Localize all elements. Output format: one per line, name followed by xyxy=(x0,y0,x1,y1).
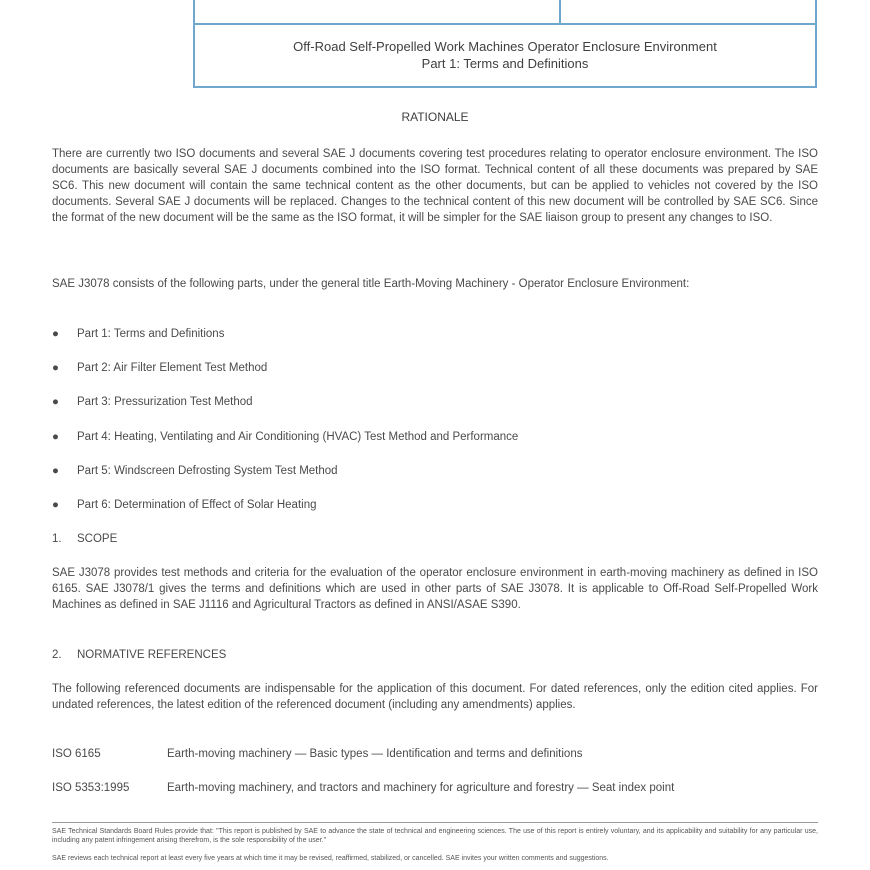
section-title: NORMATIVE REFERENCES xyxy=(77,649,227,661)
bullet-icon: ● xyxy=(52,362,59,374)
rationale-heading: RATIONALE xyxy=(401,110,469,124)
document-title-line1: Off-Road Self-Propelled Work Machines Operator Enclosure Environment xyxy=(293,39,717,54)
document-title-line2: Part 1: Terms and Definitions xyxy=(421,56,589,71)
section-number: 2. xyxy=(52,649,62,661)
footer-divider xyxy=(52,822,818,823)
footer-notice: SAE Technical Standards Board Rules provide that: "This report is published by SAE to advance the state of technical and engineering sciences. The use of this report is entirely voluntary, and its applicability and suitability for any particular use, including any patent infringement arising therefrom, is the sole responsibility of the user." xyxy=(52,828,818,844)
title-box-top-row xyxy=(195,0,815,25)
document-title xyxy=(195,38,815,72)
scope-paragraph: SAE J3078 provides test methods and criteria for the evaluation of the operator enclosure environment in earth-moving machinery as defined in ISO 6165. SAE J3078/1 gives the terms and definitions which are used in other parts of SAE J3078. It is applicable to Off-Road Self-Propelled Work Machines as defined in SAE J1116 and Agricultural Tractors as defined in ANSI/ASAE S390. xyxy=(52,567,818,611)
document-title-box xyxy=(193,0,817,88)
section-number: 1. xyxy=(52,533,62,545)
list-item-text: Part 4: Heating, Ventilating and Air Conditioning (HVAC) Test Method and Performance xyxy=(77,431,519,443)
list-item-text: Part 6: Determination of Effect of Solar Heating xyxy=(77,499,317,511)
normative-paragraph: The following referenced documents are indispensable for the application of this document. For dated references, only the edition cited applies. For undated references, the latest edition of the referenced document (including any amendments) applies. xyxy=(52,683,818,711)
list-item-text: Part 3: Pressurization Test Method xyxy=(77,396,253,408)
list-item-text: Part 1: Terms and Definitions xyxy=(77,328,225,340)
bullet-icon: ● xyxy=(52,328,59,340)
footer-review-notice: SAE reviews each technical report at least every five years at which time it may be revised, reaffirmed, stabilized, or cancelled. SAE invites your written comments and suggestions. xyxy=(52,855,609,862)
rationale-paragraph: There are currently two ISO documents and several SAE J documents covering test procedures relating to operator enclosure environment. The ISO documents are basically several SAE J documents combined into the ISO format. Technical content of all these documents was prepared by SAE SC6. This new document will contain the same technical content as the other documents, but can be applied to vehicles not covered by the ISO documents. Several SAE J documents will be replaced. Changes to the technical content of this new document will be controlled by SAE SC6. Since the format of the new document will be the same as the ISO format, it will be simpler for the SAE liaison group to present any changes to ISO. xyxy=(52,148,818,224)
section-title: SCOPE xyxy=(77,533,118,545)
bullet-icon: ● xyxy=(52,396,59,408)
reference-description: Earth-moving machinery — Basic types — Identification and terms and definitions xyxy=(167,748,583,760)
bullet-icon: ● xyxy=(52,431,59,443)
list-item-text: Part 2: Air Filter Element Test Method xyxy=(77,362,268,374)
reference-description: Earth-moving machinery, and tractors and machinery for agriculture and forestry — Seat index point xyxy=(167,782,675,794)
bullet-icon: ● xyxy=(52,499,59,511)
reference-code: ISO 5353:1995 xyxy=(52,782,130,794)
title-box-divider xyxy=(559,0,561,23)
reference-code: ISO 6165 xyxy=(52,748,101,760)
parts-intro-paragraph: SAE J3078 consists of the following parts, under the general title Earth-Moving Machinery - Operator Enclosure Environment: xyxy=(52,278,690,290)
list-item-text: Part 5: Windscreen Defrosting System Test Method xyxy=(77,465,338,477)
bullet-icon: ● xyxy=(52,465,59,477)
